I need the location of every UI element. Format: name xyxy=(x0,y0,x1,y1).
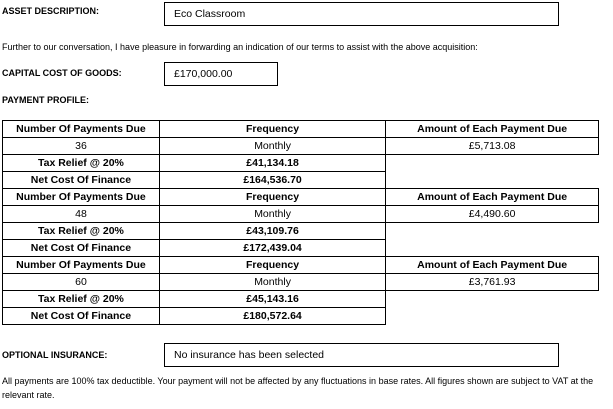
asset-description-label: ASSET DESCRIPTION: xyxy=(2,6,100,16)
tax-relief-value: £45,143.16 xyxy=(159,291,385,308)
net-cost-value: £172,439.04 xyxy=(159,240,385,257)
payments-count: 60 xyxy=(3,274,160,291)
payment-profile-table xyxy=(2,120,599,325)
header-amount: Amount of Each Payment Due xyxy=(386,121,599,138)
frequency-value: Monthly xyxy=(159,206,385,223)
payments-count: 48 xyxy=(3,206,160,223)
net-cost-label: Net Cost Of Finance xyxy=(3,172,160,189)
net-cost-label: Net Cost Of Finance xyxy=(3,240,160,257)
tax-relief-label: Tax Relief @ 20% xyxy=(3,155,160,172)
tax-relief-value: £43,109.76 xyxy=(159,223,385,240)
capital-cost-field[interactable]: £170,000.00 xyxy=(164,62,278,86)
header-payments: Number Of Payments Due xyxy=(3,257,160,274)
tax-relief-value: £41,134.18 xyxy=(159,155,385,172)
table-header-row xyxy=(3,189,599,206)
frequency-value: Monthly xyxy=(159,138,385,155)
table-row xyxy=(3,138,599,155)
table-header-row xyxy=(3,257,599,274)
header-frequency: Frequency xyxy=(159,257,385,274)
asset-description-field[interactable]: Eco Classroom xyxy=(164,2,559,26)
payment-amount: £5,713.08 xyxy=(386,138,599,155)
payment-profile-label: PAYMENT PROFILE: xyxy=(2,95,90,105)
optional-insurance-field[interactable]: No insurance has been selected xyxy=(164,343,559,367)
table-row xyxy=(3,155,599,172)
header-frequency: Frequency xyxy=(159,121,385,138)
net-cost-label: Net Cost Of Finance xyxy=(3,308,160,325)
header-frequency: Frequency xyxy=(159,189,385,206)
payment-amount: £3,761.93 xyxy=(386,274,599,291)
table-row xyxy=(3,172,599,189)
table-row xyxy=(3,274,599,291)
table-row xyxy=(3,223,599,240)
header-payments: Number Of Payments Due xyxy=(3,189,160,206)
intro-text: Further to our conversation, I have pleasure in forwarding an indication of our terms to assist with the above acquisition: xyxy=(2,42,478,52)
header-payments: Number Of Payments Due xyxy=(3,121,160,138)
tax-relief-label: Tax Relief @ 20% xyxy=(3,223,160,240)
tax-relief-label: Tax Relief @ 20% xyxy=(3,291,160,308)
header-amount: Amount of Each Payment Due xyxy=(386,189,599,206)
table-row xyxy=(3,240,599,257)
table-header-row xyxy=(3,121,599,138)
optional-insurance-label: OPTIONAL INSURANCE: xyxy=(2,350,108,360)
table-row xyxy=(3,206,599,223)
net-cost-value: £164,536.70 xyxy=(159,172,385,189)
capital-cost-label: CAPITAL COST OF GOODS: xyxy=(2,68,122,78)
table-row xyxy=(3,308,599,325)
header-amount: Amount of Each Payment Due xyxy=(386,257,599,274)
net-cost-value: £180,572.64 xyxy=(159,308,385,325)
table-row xyxy=(3,291,599,308)
payment-amount: £4,490.60 xyxy=(386,206,599,223)
frequency-value: Monthly xyxy=(159,274,385,291)
payments-count: 36 xyxy=(3,138,160,155)
footer-note: All payments are 100% tax deductible. Your payment will not be affected by any fluctuations in base rates. All figures shown are subject to VAT at the relevant rate. xyxy=(2,376,594,400)
